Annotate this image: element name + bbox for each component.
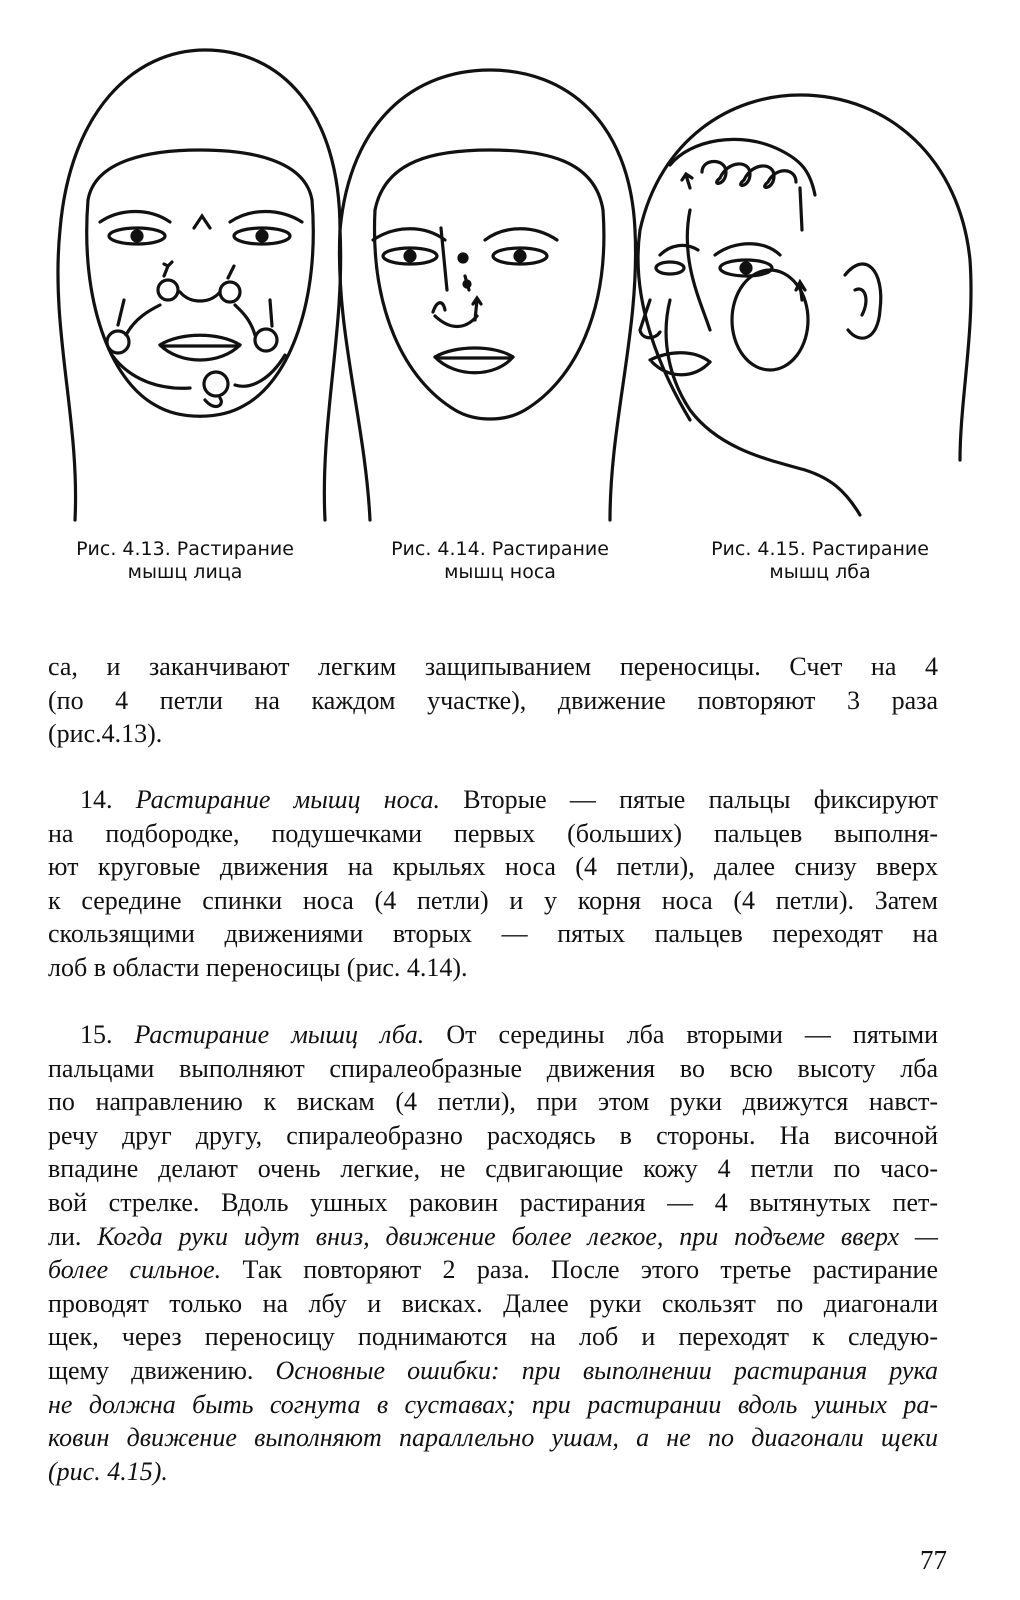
caption-4-13-line1: Рис. 4.13. Растирание: [76, 538, 294, 560]
italic-line: [48, 1388, 938, 1422]
paragraph-15-forehead: [48, 1018, 938, 1488]
text-line: ют круговые движения на крыльях носа (4 петли), далее снизу вверх: [48, 852, 938, 882]
paragraph-number: 14.: [80, 785, 113, 814]
caption-4-13-line2: мышц лица: [127, 561, 243, 583]
italic-line: [48, 1455, 938, 1489]
text-line: (по 4 петли на каждом участке), движение повторяют 3 раза: [48, 685, 938, 715]
text-line: щек, через переносицу поднимаются на лоб и переходят к следую-: [48, 1322, 938, 1352]
text-line: са, и заканчивают легким защипыванием переносицы. Счет на 4: [48, 652, 938, 681]
italic-fragment: более сильное.: [48, 1255, 222, 1285]
caption-4-14-line2: мышц носа: [444, 561, 556, 583]
caption-4-13: [40, 538, 330, 584]
italic-fragment: Когда руки идут вниз, движение более легкое, при подъеме вверх —: [97, 1221, 938, 1251]
paragraph-continuation: [48, 650, 938, 751]
figure-4-13: [40, 0, 360, 530]
text-line: на подбородке, подушечками первых (больших) пальцев выполня-: [48, 818, 938, 848]
caption-4-15: [675, 538, 965, 584]
face-illustration-4-13: [40, 0, 360, 530]
paragraph-title: Растирание мышц лба.: [134, 1020, 425, 1049]
italic-line: [48, 1421, 938, 1455]
text-line: проводят только на лбу и висках. Далее руки скользят по диагонали: [48, 1288, 938, 1318]
paragraph-title: Растирание мышц носа.: [135, 785, 440, 814]
paragraph-first-line: [48, 783, 938, 817]
text-line: по направлению к вискам (4 петли), при этом руки движутся навст-: [48, 1087, 938, 1117]
figure-4-15: [630, 0, 1000, 530]
italic-fragment: не должна быть согнута в суставах; при растирании вдоль ушных ра-: [48, 1389, 938, 1419]
text-line: вой стрелке. Вдоль ушных раковин растирания — 4 вытянутых пет-: [48, 1187, 938, 1217]
text-line: скользящими движениями вторых — пятых пальцев переходят на: [48, 919, 938, 949]
text-line: к середине спинки носа (4 петли) и у корня носа (4 петли). Затем: [48, 885, 938, 915]
text-line: От середины лба вторыми — пятыми: [446, 1020, 939, 1049]
italic-fragment: Основные ошибки: при выполнении растирания рука: [275, 1355, 938, 1385]
text-line: (рис.4.13).: [48, 719, 163, 749]
text-line: лоб в области переносицы (рис. 4.14).: [48, 952, 468, 982]
text-line: Вторые — пятые пальцы фиксируют: [463, 785, 939, 814]
italic-fragment: ковин движение выполняют параллельно ушам, а не по диагонали щеки: [48, 1423, 938, 1453]
italic-fragment: (рис. 4.15).: [48, 1456, 168, 1486]
caption-4-15-line2: мышц лба: [769, 561, 871, 583]
text-line-mixed: [48, 1220, 938, 1254]
text-line: впадине делают очень легкие, не сдвигающие кожу 4 петли по часо-: [48, 1154, 938, 1184]
caption-4-14-line1: Рис. 4.14. Растирание: [391, 538, 609, 560]
text-fragment: щему движению.: [48, 1355, 254, 1385]
caption-4-15-line1: Рис. 4.15. Растирание: [711, 538, 929, 560]
paragraph-14-nose: [48, 783, 938, 985]
text-line-mixed: [48, 1253, 938, 1287]
text-line-mixed: [48, 1354, 938, 1388]
text-fragment: Так повторяют 2 раза. После этого третье растирание: [242, 1255, 938, 1285]
page-number: 77: [920, 1545, 947, 1575]
figure-4-14: [325, 0, 655, 530]
text-line: пальцами выполняют спиралеобразные движения во всю высоту лба: [48, 1053, 938, 1083]
text-line: речу друг другу, спиралеобразно расходясь в стороны. На височной: [48, 1120, 938, 1150]
paragraph-number: 15.: [80, 1020, 113, 1049]
face-illustration-4-15: [630, 0, 1000, 530]
caption-4-14: [355, 538, 645, 584]
paragraph-first-line: [48, 1018, 938, 1052]
face-illustration-4-14: [325, 0, 655, 530]
text-fragment: ли.: [48, 1221, 82, 1251]
